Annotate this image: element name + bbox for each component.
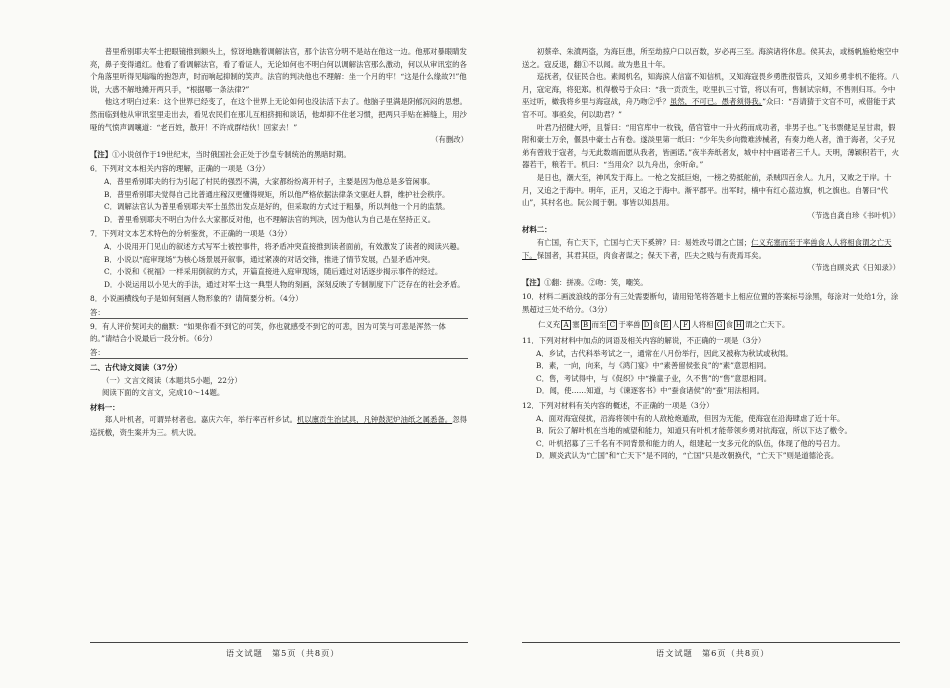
answer-box[interactable]: F — [680, 320, 690, 330]
answer-box[interactable]: E — [661, 320, 671, 330]
option-b: B．普里希别耶夫觉得自己比普通庄稼汉更懂得规矩，所以他严格依据法律条文驱赶人群，维护社会秩序。 — [104, 189, 450, 199]
answer-box[interactable]: G — [715, 320, 725, 330]
text-span: 食 — [725, 320, 733, 330]
left-page-column — [90, 46, 468, 440]
page-footer-left: 语文试题 第5页（共8页） — [226, 648, 340, 658]
question-9: 9．有人评价契诃夫的幽默：“如果你看不到它的可笑，你也就感受不到它的可悲，因为可笑与可悲是浑然一体的。”请结合小说最后一段分析。（6分） — [90, 321, 446, 344]
classical-text — [522, 237, 900, 262]
option-a: A．乡试，古代科举考试之一，通常在八月份举行，因此又被称为秋试或秋闱。 — [536, 348, 793, 358]
text-span: 食 — [652, 320, 660, 330]
option-c: C．叶机招募了三千名有不同背景和能力的人，组建起一支多元化的队伍，体现了他的号召力。 — [536, 438, 845, 448]
classical-text — [90, 414, 468, 439]
footnote — [90, 149, 468, 162]
material-label: 材料二： — [522, 225, 552, 235]
question-7: 7．下列对文本艺术特色的分析鉴赏，不正确的一项是（3分） — [90, 229, 292, 239]
underlined-sentence: 机以廪贡生治试具，凡钟鼓泥炉油纸之属悉备。 — [296, 415, 453, 425]
instruction: 阅读下面的文言文，完成10～14题。 — [102, 388, 225, 398]
text-span: 谓之亡天下。 — [744, 320, 790, 330]
wavy-underlined-sentence: 仁义充塞而至于率兽食人人将相食谓之亡天下。 — [522, 237, 892, 260]
classical-text: 叶君乃招健大呼，且誓曰：“用官库中一枚钱，借官管中一升火药而成功者，非男子也。”飞书票健足呈甘肃，假附和豪士万余，偃县中豪士占有卷。遂淡里第一纸曰：“少年失乡向微难涉械者，有奏力绝人者，渔于海者，父子兄弟有曾戕于寇者，与无此数端而愿从我者，皆画诺。”夜半奔纸者友，城中村中画诺者三千人。天明，薄颖积若干，火器若干，粮若干。机曰：“当用众？以九舟出，余听命。” — [522, 122, 900, 170]
text-span: ”众曰：“吾请猜于文官不可，戒借能于武官不可。事亟矣，何以助君？” — [522, 97, 896, 119]
text-span: 人将相 — [691, 320, 714, 330]
footnote-label: 【注】 — [90, 149, 113, 159]
footnote-text: ①小说创作于19世纪末，当时俄国社会正处于沙皇专制统治的黑暗时期。 — [112, 149, 351, 159]
question-6: 6．下列对文本相关内容的理解，正确的一项是（3分） — [90, 164, 270, 174]
option-c: C．售，考试得中，与《促织》中“操童子业，久不售”的“售”意思相同。 — [536, 373, 772, 383]
text-span: 而至 — [591, 320, 607, 330]
text-span: 郑人叶机者，可谓异材者也。嘉庆六年，举行率百杆乡试。 — [104, 415, 297, 425]
option-c: C．小说和《祝福》一样采用倒叙的方式，开篇直接进入庭审现场，随后通过对话逐步揭示事件的经过。 — [104, 267, 443, 277]
footer-rule — [522, 642, 900, 643]
option-d: D．小说运用以小见大的手法，通过对军士这一典型人物的刻画，深刻反映了专制制度下广泛存在的社会矛盾。 — [104, 279, 465, 289]
right-page-column — [522, 46, 900, 463]
source-note: （节选自顾炎武《日知录》） — [807, 263, 900, 273]
answer-line: 答： — [90, 307, 468, 319]
option-a: A．普里希别耶夫的行为引起了村民的强烈不满，大家都纷纷离开村子，主要是因为他总是多管闲事。 — [104, 176, 435, 186]
option-d: D．闻，使……知道，与《谏逐客书》中“蚕食诸侯”的“蚕”用法相同。 — [536, 386, 764, 396]
option-d: D．顾炎武认为“亡国”和“亡天下”是不同的，“亡国”只是改朝换代，“亡天下”则是道德沦丧。 — [536, 451, 839, 461]
footnote-text: ①翻：拼凑。②吻：笑，嘲笑。 — [544, 277, 648, 287]
answer-line: 答： — [90, 347, 468, 359]
classical-text — [522, 71, 900, 121]
sentence-break-boxes — [522, 319, 900, 332]
text-span: 塞 — [572, 320, 580, 330]
option-c: C．调解法官认为普里希别耶夫军士虽然出发点是好的，但采取的方式过于粗暴，所以判他一个月的监禁。 — [104, 202, 450, 212]
text-span: 仁义充 — [538, 320, 561, 330]
footnote-label: 【注】 — [522, 277, 545, 287]
option-d: D．普里希别耶夫不明白为什么大家都反对他，也不理解法官的判决，因为他认为自己是在坚持正义。 — [104, 214, 436, 224]
source-note: （有删改） — [431, 135, 468, 145]
source-note: （节选自龚自珍《书叶机》） — [807, 210, 900, 220]
question-11: 11．下列对材料中加点的词语及相关内容的解说，不正确的一项是（3分） — [522, 336, 766, 346]
subsection-heading: （一）文言文阅读（本题共5小题，22分） — [102, 375, 242, 385]
classical-text: 初蔡牵、朱濆两盗，为海巨患，所至劫掠户口以百数，岁必再三至。海滨诸将休息。侯其去，或杨帆施枪炮空中送之。寇反退，翻①不以闻。故为患且十年。 — [522, 47, 899, 69]
answer-box[interactable]: D — [642, 320, 652, 330]
option-a: A．小说用开门见山的叙述方式写军士被控事件，将矛盾冲突直接推到读者面前，有效激发了读者的阅读兴趣。 — [104, 241, 465, 251]
section-heading: 二、古代诗文阅读（37分） — [90, 363, 182, 373]
option-b: B．小说以“庭审现场”为核心场景展开叙事，通过紧凑的对话交锋，推进了情节发展，凸显矛盾冲突。 — [104, 254, 435, 264]
story-paragraph: 普里希别耶夫军士把眼镜推到额头上，惊讶地瞧着调解法官，那个法官分明不是站在他这一边。他那对暴眼睛发亮，鼻子变得通红。他看了看调解法官，看了看证人，无论如何也不明白何以调解法官那么激动，何以从审讯室的各个角落里听得见嗡嗡的抱怨声，时而响起抑制的笑声。法官的判决他也不理解：坐一个月的牢！“这是什么缘故?!”他说，大惑不解地摊开两只手，“根据哪一条法律?” — [90, 47, 467, 94]
option-a: A．面对海寇侵扰，沿海将领中有的人敌枪炮遁敌，但因为无能，使海寇在沿海肆虐了近十年。 — [536, 413, 845, 423]
question-8: 8．小说画横线句子是如何刻画人物形象的？请简要分析。（4分） — [90, 294, 303, 304]
answer-box[interactable]: B — [581, 320, 591, 330]
text-span: 忽得巡抚檄，资生案并为三。机大说。 — [90, 415, 467, 438]
underlined-sentence: 虽然，不可已。愚者须得我。 — [669, 97, 763, 107]
option-b: B．阮公了解叶机在当地的威望和能力，知道只有叶机才能带领乡勇对抗海寇，所以下达了檄令。 — [536, 426, 852, 436]
answer-box[interactable]: H — [735, 321, 743, 330]
answer-box[interactable]: A — [561, 320, 571, 330]
material-label: 材料一： — [90, 402, 120, 412]
question-10: 10．材料二画波浪线的部分有三处需要断句，请用铅笔将答题卡上相应位置的答案标号涂黑，每涂对一处给1分，涂黑超过三处不给分。（3分） — [522, 292, 899, 314]
text-span: 保国者，其君其臣，肉食者谋之；保天下者，匹夫之贱与有责焉耳矣。 — [536, 250, 766, 260]
option-b: B．素，一向，向来，与《鸿门宴》中“素善留侯张良”的“素”意思相同。 — [536, 361, 771, 371]
story-paragraph: 他这才明白过来：这个世界已经变了，在这个世界上无论如何也没法活下去了。他脑子里满是阴郁沉闷的思想。然而临到他从审讯室里走出去，看见农民们在那儿互相挤拥和谈话，他却抑不住老习惯，把两只手贴在裤缝上，用沙哑的气愤声调嚷道：“老百姓，散开！不许成群结伙！回家去！” — [90, 97, 467, 132]
text-span: 人 — [671, 320, 680, 330]
footnote — [522, 277, 900, 290]
classical-text: 是日也，潮大至，神风发于海上。一枪之发抵巨炮，一榜之势抵舵前，杀贼四百余人。九月，又败之于岸。十月，又追之于海中。明年，正月，又追之于海中。渐平郡平。出军时，楠中有红心蓝边旗，机之旗也。自署曰“代山”，其村名也。阮公闻于朝。事皆以知县用。 — [522, 172, 892, 208]
text-span: 巡抚者，仅征民合也。素闻机名，知海滨人信富不知信机，又知海寇畏乡勇胜很管兵，又知乡勇非机不能将。八月，寇定海，将犯郑。机得檄号于众曰：“我一贡贡生，吃里扒三寸管，将以有可，售制试宗师，不售则归耳。今中巫过听，橄我将乡里与海寇战，舟乃吻②乎？ — [522, 72, 899, 107]
page-footer-right: 语文试题 第6页（共8页） — [656, 648, 770, 658]
text-span: 于率兽 — [618, 320, 641, 330]
footer-rule — [90, 642, 468, 643]
text-span: 有亡国，有亡天下，亡国与亡天下奚辨？曰：易姓改号谓之亡国； — [536, 237, 752, 247]
answer-box[interactable]: C — [607, 320, 617, 330]
question-12: 12．下列对材料有关内容的概述，不正确的一项是（3分） — [522, 401, 714, 411]
